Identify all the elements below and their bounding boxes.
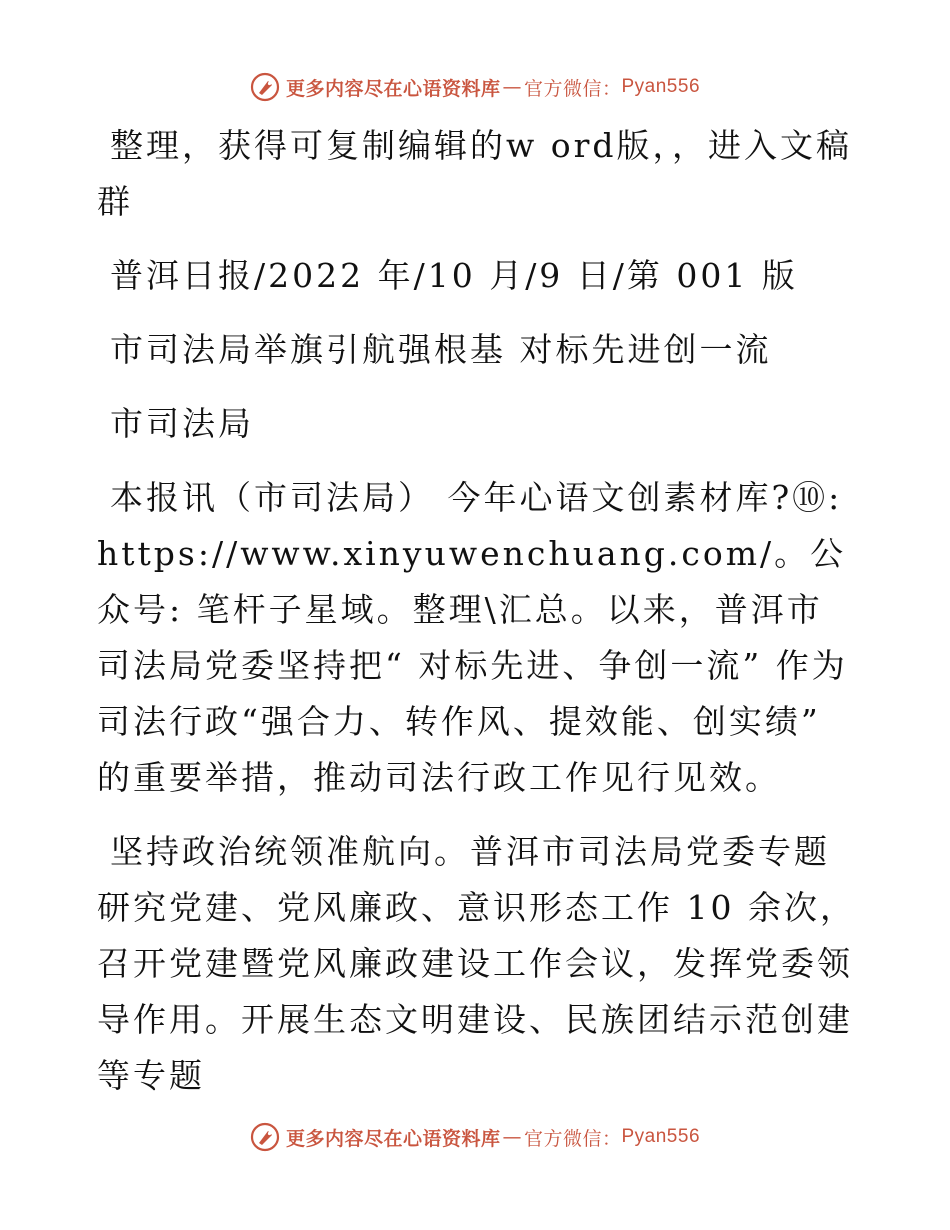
body-paragraph-1: 本报讯（市司法局） 今年心语文创素材库?⑩: https://www.xinyuwenchuang.com/。公众号: 笔杆子星域。整理\汇总。以来，普洱市司法局党委坚持把“ 对标先进、争创一流” 作为司法行政“强合力、转作风、提效能、创实绩” 的重要举措，推动司法行政工作见行见效。 <box>97 478 848 797</box>
watermark-wechat-label: 官方微信： <box>523 1127 622 1150</box>
intro-paragraph: 整理，获得可复制编辑的w ord版，，进入文稿群 <box>97 126 853 221</box>
watermark-separator: — <box>502 76 522 98</box>
article-headline: 市司法局举旗引航强根基 对标先进创一流 <box>110 330 772 369</box>
source-line: 普洱日报/2022 年/10 月/9 日/第 001 版 <box>110 256 798 295</box>
pen-nib-seal-icon <box>250 1122 280 1152</box>
article-byline: 市司法局 <box>110 404 254 443</box>
watermark-wechat-id: Pyan556 <box>621 1126 701 1147</box>
watermark-brand: 更多内容尽在心语资料库 <box>285 1127 501 1150</box>
watermark-separator: — <box>502 1126 522 1148</box>
watermark-header <box>0 72 950 102</box>
watermark-brand: 更多内容尽在心语资料库 <box>285 77 501 100</box>
watermark-wechat-label: 官方微信： <box>523 77 622 100</box>
body-paragraph-2: 坚持政治统领准航向。普洱市司法局党委专题研究党建、党风廉政、意识形态工作 10 余次，召开党建暨党风廉政建设工作会议，发挥党委领导作用。开展生态文明建设、民族团结示范创建等专题 <box>97 832 856 1095</box>
pen-nib-seal-icon <box>250 72 280 102</box>
document-body <box>97 118 857 1122</box>
watermark-footer <box>0 1122 950 1152</box>
watermark-wechat-id: Pyan556 <box>621 76 701 97</box>
